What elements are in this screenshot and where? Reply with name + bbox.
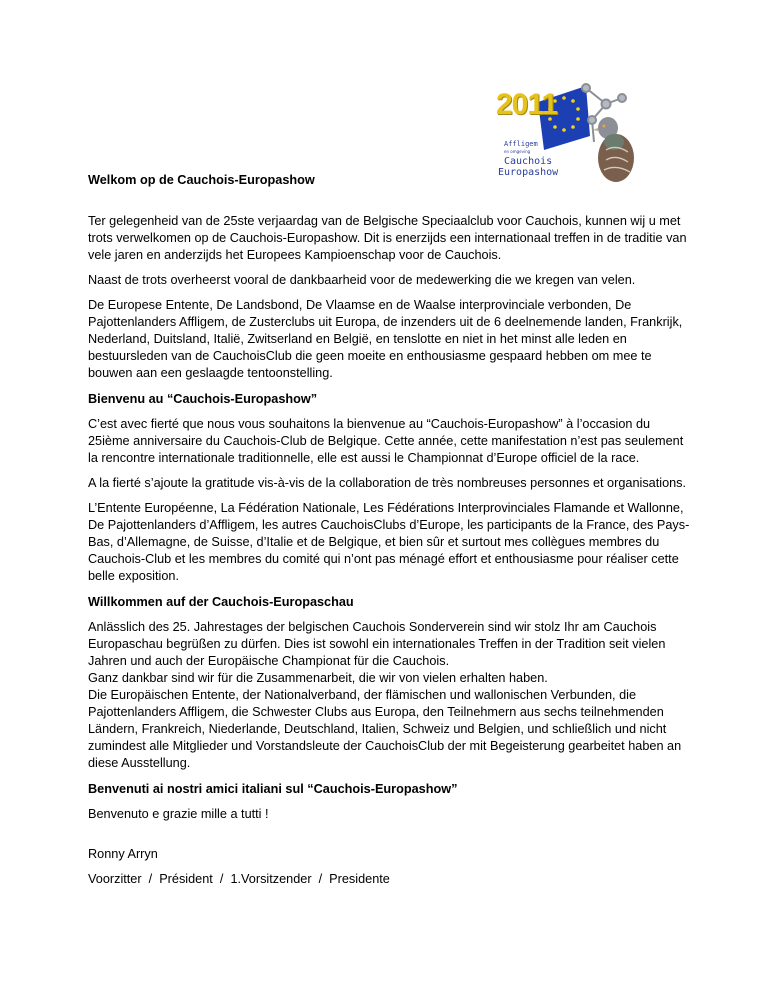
logo-place: Affligem bbox=[504, 140, 538, 148]
section-heading-german: Willkommen auf der Cauchois-Europaschau bbox=[88, 595, 354, 609]
paragraph-italian-1: Benvenuto e grazie mille a tutti ! bbox=[88, 807, 269, 821]
paragraph-german-3: Die Europäischen Entente, der Nationalverband, der flämischen und wallonischen Verbunden, die Pajottenlanders Affligem, die Schwester Clubs aus Europa, den Teilnehmern aus sechs teilnehmenden Ländern, Frankreich, Niederlande, Deutschland, Italien, Schweiz und Belgien, und schließlich und nicht zumindest alle Mitglieder und Vorstandsleute der CauchoisClub der mit Begeisterung gearbeitet haben an diese Ausstellung. bbox=[88, 688, 682, 770]
logo-name-line2: Europashow bbox=[498, 167, 559, 178]
paragraph-german-2: Ganz dankbar sind wir für die Zusammenarbeit, die wir von vielen erhalten haben. bbox=[88, 671, 548, 685]
paragraph-french-3: L’Entente Européenne, La Fédération Nationale, Les Fédérations Interprovinciales Flamande et Wallonne, De Pajottenlanders d’Affligem, les autres CauchoisClubs d’Europe, les participants de la France, des Pays-Bas, d’Allemagne, de Suisse, d’Italie et de Belgique, et bien sûr et surtout mes collègues membres du Cauchois-Club et les membres du comité qui n’ont pas ménagé effort et enthousiasme pour réaliser cette belle exposition. bbox=[88, 501, 690, 583]
section-heading-italian: Benvenuti ai nostri amici italiani sul “Cauchois-Europashow” bbox=[88, 782, 458, 796]
logo-name-line1: Cauchois bbox=[504, 156, 553, 167]
paragraph-french-2: A la fierté s’ajoute la gratitude vis-à-vis de la collaboration de très nombreuses personnes et organisations. bbox=[88, 476, 687, 490]
section-heading-dutch: Welkom op de Cauchois-Europashow bbox=[88, 173, 315, 187]
letter-body bbox=[88, 172, 690, 888]
signature-titles: Voorzitter / Président / 1.Vorsitzender / Presidente bbox=[88, 872, 390, 886]
logo-subtitle: en omgeving bbox=[504, 149, 531, 154]
paragraph-dutch-1: Ter gelegenheid van de 25ste verjaardag van de Belgische Speciaalclub voor Cauchois, kunnen wij u met trots verwelkomen op de Cauchois-Europashow. Dit is enerzijds een internationaal treffen in de traditie van vele jaren en anderzijds het Europees Kampioenschap voor de Cauchois. bbox=[88, 214, 687, 262]
paragraph-german-1: Anlässlich des 25. Jahrestages der belgischen Cauchois Sonderverein sind wir stolz Ihr am Cauchois Europaschau begrüßen zu dürfen. Dies ist sowohl ein internationales Treffen in der Tradition seit vielen Jahren und auch der Europäische Championat für die Cauchois. bbox=[88, 620, 666, 668]
signature-name: Ronny Arryn bbox=[88, 847, 158, 861]
paragraph-french-1: C’est avec fierté que nous vous souhaitons la bienvenue au “Cauchois-Europashow” à l’occasion du 25ième anniversaire du Cauchois-Club de Belgique. Cette année, cette manifestation n’est pas seulement la rencontre internationale traditionnelle, elle est aussi le Championnat d’Europe officiel de la race. bbox=[88, 417, 684, 465]
paragraph-dutch-3: De Europese Entente, De Landsbond, De Vlaamse en de Waalse interprovinciale verbonden, De Pajottenlanders Affligem, de Zusterclubs uit Europa, de inzenders uit de 6 deelnemende landen, Frankrijk, Nederland, Duitsland, Italië, Zwitserland en België, en tenslotte en niet in het minst alle leden en bestuursleden van de CauchoisClub die geen moeite en enthousiasme gespaard hebben om mee te bouwen aan een geslaagde tentoonstelling. bbox=[88, 298, 683, 380]
logo-year: 2011 bbox=[496, 88, 558, 121]
section-heading-french: Bienvenu au “Cauchois-Europashow” bbox=[88, 392, 318, 406]
paragraph-dutch-2: Naast de trots overheerst vooral de dankbaarheid voor de medewerking die we kregen van velen. bbox=[88, 273, 636, 287]
